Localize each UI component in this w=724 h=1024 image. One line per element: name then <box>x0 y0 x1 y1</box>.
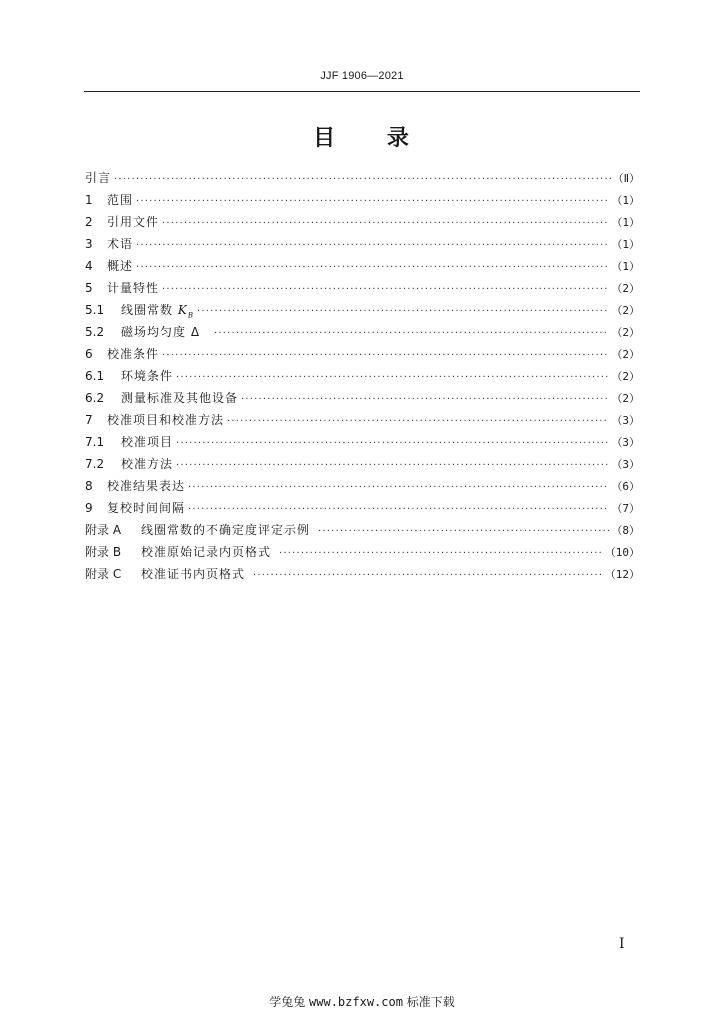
toc-entry-label: 校准方法 <box>121 457 174 471</box>
document-code: JJF 1906—2021 <box>320 70 404 82</box>
toc-entry-label: 复校时间间隔 <box>107 501 186 515</box>
toc-entry-7-1[interactable] <box>85 431 640 453</box>
toc-title: 目 录 <box>313 126 411 151</box>
toc-entry-page: （2） <box>611 326 640 339</box>
toc-entry-number: 7 <box>85 413 93 427</box>
toc-entry-number: 3 <box>85 237 93 251</box>
toc-entry-page: （3） <box>611 458 640 471</box>
toc-entry-page: （2） <box>611 282 640 295</box>
toc-entry-page: （10） <box>604 546 640 559</box>
toc-entry-7[interactable] <box>85 409 640 431</box>
toc-entry-1[interactable] <box>85 189 640 211</box>
toc-entry-label: 计量特性 <box>107 281 160 295</box>
toc-leader-dots <box>241 389 609 411</box>
toc-leader-dots <box>197 301 609 323</box>
toc-entry-intro[interactable] <box>85 167 640 189</box>
toc-entry-label: 范围 <box>107 193 134 207</box>
toc-entry-number: 5 <box>85 281 93 295</box>
toc-entry-number: 6 <box>85 347 93 361</box>
toc-entry-number: 6.2 <box>85 391 105 405</box>
toc-entry-number: 8 <box>85 479 93 493</box>
toc-entry-page: （6） <box>611 480 640 493</box>
footer-url[interactable]: www.bzfxw.com <box>309 995 403 1009</box>
toc-entry-label: 测量标准及其他设备 <box>121 391 239 405</box>
page-number: I <box>619 936 625 952</box>
toc-entry-page: （2） <box>611 348 640 361</box>
coil-constant-subscript: B <box>187 311 194 320</box>
toc-entry-page: （2） <box>611 370 640 383</box>
toc-entry-number: 附录 B <box>85 545 122 559</box>
toc-entry-number: 9 <box>85 501 93 515</box>
toc-entry-appendix-c[interactable] <box>85 563 640 585</box>
toc-leader-dots <box>253 565 603 587</box>
toc-entry-page: （3） <box>611 414 640 427</box>
toc-leader-dots <box>136 235 609 257</box>
toc-entry-label: 校准项目 <box>121 435 174 449</box>
toc-leader-dots <box>176 367 609 389</box>
header-rule <box>84 91 640 92</box>
toc-entry-label: 引言 <box>85 171 112 185</box>
toc-entry-page: （7） <box>611 502 640 515</box>
toc-entry-label: 校准原始记录内页格式 <box>141 545 272 559</box>
toc-entry-page: （1） <box>611 194 640 207</box>
toc-entry-label: 校准项目和校准方法 <box>107 413 225 427</box>
toc-entry-appendix-b[interactable] <box>85 541 640 563</box>
toc-entry-number: 2 <box>85 215 93 229</box>
toc-entry-page: （12） <box>604 568 640 581</box>
footer-site-name: 学兔兔 <box>269 995 306 1009</box>
toc-entry-4[interactable] <box>85 255 640 277</box>
footer-watermark <box>0 993 724 1010</box>
toc-leader-dots <box>188 477 609 499</box>
toc-entry-page: （Ⅱ） <box>612 172 640 185</box>
toc-leader-dots <box>136 191 609 213</box>
toc-entry-page: （1） <box>611 238 640 251</box>
toc-leader-dots <box>227 411 609 433</box>
toc-leader-dots <box>162 279 609 301</box>
toc-entry-6-2[interactable] <box>85 387 640 409</box>
toc-leader-dots <box>162 213 609 235</box>
toc-entry-number: 附录 A <box>85 523 122 537</box>
toc-leader-dots <box>136 257 609 279</box>
toc-entry-page: （2） <box>611 304 640 317</box>
toc-leader-dots <box>176 433 609 455</box>
toc-entry-number: 7.1 <box>85 435 105 449</box>
toc-entry-number: 附录 C <box>85 567 122 581</box>
toc-leader-dots <box>176 455 609 477</box>
toc-leader-dots <box>162 345 609 367</box>
toc-entry-label: 概述 <box>107 259 134 273</box>
toc-entry-number: 5.1 <box>85 303 105 317</box>
toc-entry-label: 磁场均匀度 Δ <box>121 325 201 339</box>
toc-entry-page: （3） <box>611 436 640 449</box>
toc-entry-label: 环境条件 <box>121 369 174 383</box>
toc-entry-number: 7.2 <box>85 457 105 471</box>
toc-entry-number: 6.1 <box>85 369 105 383</box>
toc-entry-label: 校准结果表达 <box>107 479 186 493</box>
toc-entry-page: （2） <box>611 392 640 405</box>
toc-list <box>85 167 640 585</box>
toc-entry-6[interactable] <box>85 343 640 365</box>
toc-entry-label: 校准条件 <box>107 347 160 361</box>
toc-entry-9[interactable] <box>85 497 640 519</box>
toc-entry-page: （1） <box>611 216 640 229</box>
toc-entry-page: （8） <box>611 524 640 537</box>
toc-entry-5-2[interactable] <box>85 321 640 343</box>
toc-leader-dots <box>214 323 609 345</box>
toc-leader-dots <box>318 521 609 543</box>
toc-entry-label-text: 线圈常数 <box>121 303 174 317</box>
toc-entry-8[interactable] <box>85 475 640 497</box>
toc-entry-number: 4 <box>85 259 93 273</box>
toc-entry-label: 线圈常数的不确定度评定示例 <box>141 523 311 537</box>
toc-entry-number: 5.2 <box>85 325 105 339</box>
toc-entry-appendix-a[interactable] <box>85 519 640 541</box>
toc-entry-label: 术语 <box>107 237 134 251</box>
toc-entry-3[interactable] <box>85 233 640 255</box>
coil-constant-symbol: K <box>177 303 188 317</box>
toc-entry-2[interactable] <box>85 211 640 233</box>
toc-entry-7-2[interactable] <box>85 453 640 475</box>
toc-leader-dots <box>188 499 609 521</box>
toc-entry-6-1[interactable] <box>85 365 640 387</box>
toc-entry-5[interactable] <box>85 277 640 299</box>
toc-leader-dots <box>114 169 611 191</box>
toc-entry-label: 校准证书内页格式 <box>141 567 246 581</box>
toc-leader-dots <box>279 543 603 565</box>
footer-tagline: 标准下载 <box>406 995 455 1009</box>
toc-entry-label: 引用文件 <box>107 215 160 229</box>
toc-entry-5-1[interactable] <box>85 299 640 321</box>
toc-entry-number: 1 <box>85 193 93 207</box>
toc-entry-page: （1） <box>611 260 640 273</box>
